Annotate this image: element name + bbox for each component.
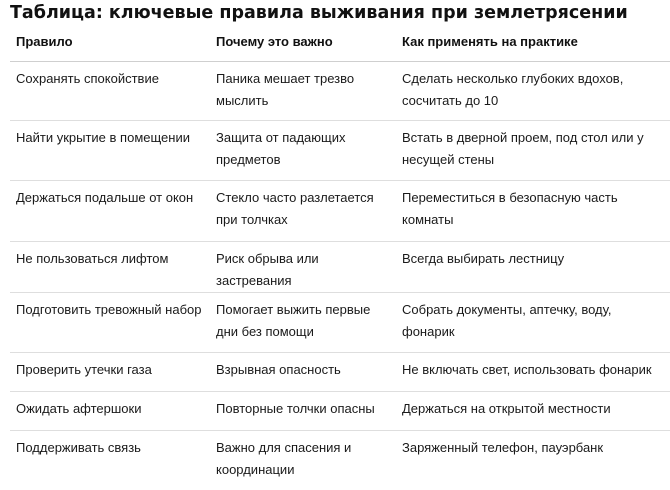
reason-cell: Взрывная опасность bbox=[210, 352, 396, 391]
table-row bbox=[10, 352, 670, 391]
table-row bbox=[10, 120, 670, 180]
table-row bbox=[10, 391, 670, 430]
rule-cell: Проверить утечки газа bbox=[10, 352, 210, 391]
reason-cell: Риск обрыва или застревания bbox=[210, 241, 396, 292]
table-header-row bbox=[10, 28, 670, 61]
table-row bbox=[10, 292, 670, 352]
reason-cell: Повторные толчки опасны bbox=[210, 391, 396, 430]
practice-cell: Собрать документы, аптечку, воду, фонарик bbox=[396, 292, 670, 352]
rule-cell: Держаться подальше от окон bbox=[10, 180, 210, 241]
reason-cell: Защита от падающих предметов bbox=[210, 120, 396, 180]
column-header-rule: Правило bbox=[10, 28, 210, 61]
rule-cell: Не пользоваться лифтом bbox=[10, 241, 210, 292]
reason-cell: Паника мешает трезво мыслить bbox=[210, 61, 396, 120]
reason-cell: Помогает выжить первые дни без помощи bbox=[210, 292, 396, 352]
practice-cell: Заряженный телефон, пауэрбанк bbox=[402, 439, 604, 455]
practice-cell: Сделать несколько глубоких вдохов, сосчитать до 10 bbox=[396, 61, 670, 120]
rule-cell: Сохранять спокойствие bbox=[10, 61, 210, 120]
reason-cell: Стекло часто разлетается при толчках bbox=[210, 180, 396, 241]
survival-rules-table bbox=[10, 28, 670, 490]
table-row bbox=[10, 180, 670, 241]
reason-cell: Важно для спасения и координации bbox=[216, 439, 352, 477]
rule-cell: Найти укрытие в помещении bbox=[10, 120, 210, 180]
practice-cell: Не включать свет, использовать фонарик bbox=[396, 352, 670, 391]
practice-cell: Переместиться в безопасную часть комнаты bbox=[396, 180, 670, 241]
practice-cell: Встать в дверной проем, под стол или у несущей стены bbox=[396, 120, 670, 180]
rule-cell: Поддерживать связь bbox=[16, 439, 141, 455]
rule-cell: Ожидать афтершоки bbox=[10, 391, 210, 430]
practice-cell: Всегда выбирать лестницу bbox=[396, 241, 670, 292]
table-title: Таблица: ключевые правила выживания при землетрясении bbox=[10, 3, 628, 23]
column-header-how: Как применять на практике bbox=[396, 28, 670, 61]
column-header-why: Почему это важно bbox=[210, 28, 396, 61]
table-row bbox=[10, 61, 670, 120]
rule-cell: Подготовить тревожный набор bbox=[10, 292, 210, 352]
table-row bbox=[10, 241, 670, 292]
practice-cell: Держаться на открытой местности bbox=[396, 391, 670, 430]
table-row bbox=[10, 430, 670, 490]
